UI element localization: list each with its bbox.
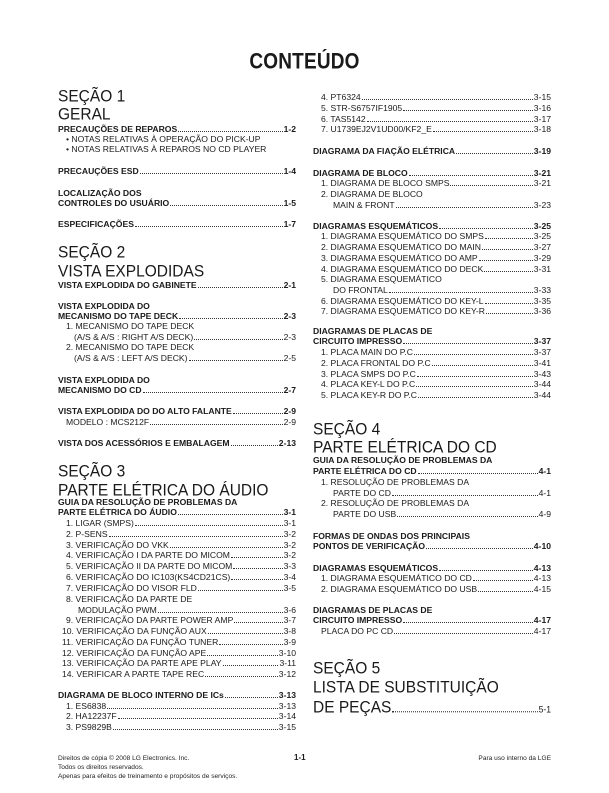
dot-leader xyxy=(234,622,282,623)
section-heading: SEÇÃO 5 xyxy=(313,659,381,678)
page-ref: 3-8 xyxy=(283,626,296,636)
toc-entry-text: DIAGRAMAS DE PLACAS DE xyxy=(313,605,433,615)
toc-entry-text: PRECAUÇÕES DE REPAROS xyxy=(58,124,178,134)
toc-entry-text: DIAGRAMAS DE PLACAS DE xyxy=(313,326,433,336)
toc-entry-text: 1. DIAGRAMA ESQUEMÁTICO DO CD xyxy=(321,573,472,583)
dot-leader xyxy=(231,579,282,580)
toc-entry[interactable] xyxy=(313,242,551,253)
dot-leader xyxy=(456,153,533,154)
toc-entry[interactable] xyxy=(313,541,551,552)
dot-leader xyxy=(158,612,283,613)
page-ref: 3-23 xyxy=(533,200,551,210)
toc-entry-text: 3. PLACA SMPS DO P.C xyxy=(321,369,416,379)
page-ref: 2-13 xyxy=(278,438,296,448)
dot-leader xyxy=(392,711,537,712)
toc-entry[interactable] xyxy=(58,353,296,364)
page-ref: 3-43 xyxy=(533,369,551,379)
dot-leader xyxy=(231,445,278,446)
toc-entry-text: MODELO : MCS212F xyxy=(66,417,150,427)
toc-entry-text: 7. U1739EJ2V1UD00/KF2_E xyxy=(321,124,432,134)
toc-entry-text: PARTE DO CD xyxy=(333,488,391,498)
page-ref: 3-13 xyxy=(278,701,296,711)
page-ref: 3-11 xyxy=(279,658,296,668)
toc-entry[interactable] xyxy=(58,637,296,648)
section-heading: PARTE ELÉTRICA DO CD xyxy=(313,438,497,457)
page-ref: 3-13 xyxy=(278,690,296,700)
page-ref: 3-7 xyxy=(283,615,296,625)
page-ref: 3-17 xyxy=(533,114,551,124)
page-ref: 2-9 xyxy=(283,406,296,416)
dot-leader xyxy=(482,249,533,250)
dot-leader xyxy=(233,568,282,569)
toc-entry[interactable] xyxy=(313,347,551,358)
toc-entry-text: PLACA DO PC CD xyxy=(321,626,394,636)
dot-leader xyxy=(484,271,532,272)
page-ref: 2-3 xyxy=(283,332,296,342)
page-ref: 2-5 xyxy=(283,353,296,363)
toc-entry[interactable] xyxy=(58,572,296,583)
toc-entry-text: CIRCUITO IMPRESSO xyxy=(313,336,403,346)
toc-entry-text: (A/S & A/S : LEFT A/S DECK) xyxy=(74,353,188,363)
toc-entry[interactable] xyxy=(313,124,551,135)
toc-entry-text: • NOTAS RELATIVAS À REPAROS NO CD PLAYER xyxy=(66,144,267,154)
toc-entry-text: DIAGRAMA DA FIAÇÃO ELÉTRICA xyxy=(313,146,456,156)
toc-entry[interactable] xyxy=(313,103,551,114)
toc-entry[interactable] xyxy=(313,253,551,264)
page-ref: 3-4 xyxy=(283,572,296,582)
footer-rights: Todos os direitos reservados. xyxy=(58,764,144,771)
dot-leader xyxy=(150,424,282,425)
dot-leader xyxy=(439,570,533,571)
dot-leader xyxy=(118,718,278,719)
page-ref: 2-9 xyxy=(283,417,296,427)
dot-leader xyxy=(450,185,532,186)
footer-legal xyxy=(58,754,237,781)
dot-leader xyxy=(432,365,533,366)
toc-entry-text: DIAGRAMA DE BLOCO xyxy=(313,168,408,178)
toc-entry[interactable] xyxy=(58,219,296,230)
toc-entry[interactable] xyxy=(58,518,296,529)
toc-entry[interactable] xyxy=(313,178,551,189)
toc-entry-text: 2. DIAGRAMA ESQUEMÁTICO DO USB xyxy=(321,584,478,594)
toc-entry[interactable] xyxy=(58,529,296,540)
page-ref: 3-15 xyxy=(533,92,551,102)
toc-entry[interactable] xyxy=(313,306,551,317)
toc-entry-text: 3. PS9829B xyxy=(66,722,112,732)
dot-leader xyxy=(367,121,533,122)
page-ref: 3-37 xyxy=(533,347,551,357)
page-ref: 3-1 xyxy=(283,507,296,517)
page-ref: 2-3 xyxy=(283,311,296,321)
dot-leader xyxy=(194,339,282,340)
toc-entry[interactable] xyxy=(58,626,296,637)
toc-entry-text: 14. VERIFICAR A PARTE TAPE REC xyxy=(62,669,205,679)
toc-entry-text: 1. PLACA MAIN DO P.C xyxy=(321,347,414,357)
page-ref: 3-2 xyxy=(283,540,296,550)
page-ref: 3-27 xyxy=(533,242,551,252)
dot-leader xyxy=(109,536,283,537)
toc-entry[interactable] xyxy=(313,231,551,242)
page-ref: 2-1 xyxy=(283,280,296,290)
page-ref: 1-7 xyxy=(283,219,296,229)
toc-entry[interactable] xyxy=(313,626,551,637)
dot-leader xyxy=(231,557,283,558)
page-ref: 1-5 xyxy=(283,198,296,208)
toc-entry-text: PARTE ELÉTRICA DO ÁUDIO xyxy=(58,507,177,517)
toc-entry-text: VISTA EXPLODIDA DO DO ALTO FALANTE xyxy=(58,406,232,416)
page-ref: 3-12 xyxy=(278,669,296,679)
dot-leader xyxy=(403,622,533,623)
page-ref: 3-6 xyxy=(283,605,296,615)
page-ref: 3-2 xyxy=(283,550,296,560)
toc-entry-text: 4. PLACA KEY-L DO P.C xyxy=(321,379,416,389)
dot-leader xyxy=(473,580,533,581)
page-ref: 5-1 xyxy=(538,703,551,715)
dot-leader xyxy=(179,318,282,319)
toc-entry-text: 4. DIAGRAMA ESQUEMÁTICO DO DECK xyxy=(321,264,484,274)
toc-entry[interactable] xyxy=(313,285,551,296)
page-ref: 3-35 xyxy=(533,296,551,306)
toc-entry-text: PRECAUÇÕES ESD xyxy=(58,166,139,176)
dot-leader xyxy=(178,514,283,515)
section-heading-text: DE PEÇAS xyxy=(313,698,392,717)
dot-leader xyxy=(208,633,283,634)
dot-leader xyxy=(225,697,278,698)
toc-entry[interactable] xyxy=(58,561,296,572)
page-ref: 3-16 xyxy=(533,103,551,113)
page-ref: 4-13 xyxy=(533,563,551,573)
dot-leader xyxy=(143,392,283,393)
toc-entry-line xyxy=(58,594,296,605)
toc-entry-text: 1. MECANISMO DO TAPE DECK xyxy=(66,321,195,331)
page-ref: 3-14 xyxy=(278,711,296,721)
page-ref: 3-25 xyxy=(533,221,551,231)
section-heading-entry[interactable] xyxy=(313,698,551,719)
page-ref: 3-15 xyxy=(278,722,296,732)
toc-entry-text: 2. HA12237F xyxy=(66,711,117,721)
toc-entry-text: 3. DIAGRAMA ESQUEMÁTICO DO AMP xyxy=(321,253,478,263)
toc-entry-text: DO FRONTAL xyxy=(333,285,388,295)
dot-leader xyxy=(223,665,279,666)
dot-leader xyxy=(392,495,538,496)
toc-entry[interactable] xyxy=(313,573,551,584)
toc-entry[interactable] xyxy=(313,379,551,390)
dot-leader xyxy=(219,644,282,645)
toc-entry-text: 4. VERIFICAÇÃO I DA PARTE DO MICOM xyxy=(66,550,230,560)
dot-leader xyxy=(403,110,533,111)
dot-leader xyxy=(396,207,533,208)
toc-entry-text: DIAGRAMAS ESQUEMÁTICOS xyxy=(313,221,439,231)
page-ref: 1-4 xyxy=(283,166,296,176)
page-ref: 3-33 xyxy=(533,285,551,295)
page-ref: 4-13 xyxy=(533,573,551,583)
toc-entry-text: 9. VERIFICAÇÃO DA PARTE POWER AMP xyxy=(66,615,234,625)
page-ref: 2-7 xyxy=(283,385,296,395)
dot-leader xyxy=(414,354,533,355)
toc-entry[interactable] xyxy=(58,711,296,722)
toc-entry-text: 12. VERIFICAÇÃO DA FUNÇÃO APE xyxy=(62,648,207,658)
toc-entry-text: VISTA EXPLODIDA DO GABINETE xyxy=(58,280,197,290)
page-ref: 4-17 xyxy=(533,626,551,636)
section-heading: VISTA EXPLODIDAS xyxy=(58,262,205,281)
toc-entry-text: CIRCUITO IMPRESSO xyxy=(313,615,403,625)
toc-entry[interactable] xyxy=(313,358,551,369)
toc-entry-text: (A/S & A/S : RIGHT A/S DECK) xyxy=(74,332,194,342)
toc-entry-text: 1. DIAGRAMA ESQUEMÁTICO DO SMPS xyxy=(321,231,484,241)
dot-leader xyxy=(135,226,283,227)
dot-leader xyxy=(418,473,538,474)
dot-leader xyxy=(389,292,533,293)
toc-entry-text: 3. VERIFICAÇÃO DO VKK xyxy=(66,540,169,550)
toc-entry-line xyxy=(313,455,551,466)
toc-entry[interactable] xyxy=(58,658,296,669)
dot-leader xyxy=(170,547,283,548)
toc-entry-text: 7. DIAGRAMA ESQUEMÁTICO DO KEY-R xyxy=(321,306,485,316)
page-ref: 3-25 xyxy=(533,231,551,241)
section-heading: SEÇÃO 2 xyxy=(58,243,126,262)
toc-entry-text: 6. TAS5142 xyxy=(321,114,366,124)
page-ref: 3-36 xyxy=(533,306,551,316)
dot-leader xyxy=(207,655,278,656)
dot-leader xyxy=(433,131,533,132)
page-ref: 3-10 xyxy=(278,648,296,658)
toc-entry-text: DIAGRAMA DE BLOCO INTERNO DE ICs xyxy=(58,690,224,700)
footer-copyright: Direitos de cópia © 2008 LG Electronics. Inc. xyxy=(58,755,190,762)
page-ref: 1-2 xyxy=(283,124,296,134)
dot-leader xyxy=(426,548,533,549)
toc-entry-text: FORMAS DE ONDAS DOS PRINCIPAIS xyxy=(313,531,470,541)
toc-entry-text: 5. VERIFICAÇÃO II DA PARTE DO MICOM xyxy=(66,561,233,571)
dot-leader xyxy=(140,173,283,174)
dot-leader xyxy=(205,676,278,677)
page-ref: 3-3 xyxy=(283,561,296,571)
page-ref: 3-21 xyxy=(533,168,551,178)
dot-leader xyxy=(417,376,533,377)
toc-entry[interactable] xyxy=(58,406,296,417)
section-heading: LISTA DE SUBSTITUIÇÃO xyxy=(313,678,499,697)
toc-entry-line xyxy=(313,189,551,200)
page-ref: 3-44 xyxy=(533,390,551,400)
dot-leader xyxy=(113,729,278,730)
page-ref: 3-18 xyxy=(533,124,551,134)
page-ref: 3-31 xyxy=(533,264,551,274)
section-heading: SEÇÃO 3 xyxy=(58,462,126,481)
toc-entry-text: 6. DIAGRAMA ESQUEMÁTICO DO KEY-L xyxy=(321,296,484,306)
toc-entry-text: PARTE ELÉTRICA DO CD xyxy=(313,466,417,476)
page-title: CONTEÚDO xyxy=(249,50,360,75)
toc-entry[interactable] xyxy=(313,146,551,157)
page-ref: 3-2 xyxy=(283,529,296,539)
toc-entry-text: VISTA EXPLODIDA DO xyxy=(58,301,150,311)
toc-entry-text: MECANISMO DO CD xyxy=(58,385,142,395)
toc-entry[interactable] xyxy=(313,509,551,520)
toc-entry-text: 5. DIAGRAMA ESQUEMÁTICO xyxy=(321,274,442,284)
toc-entry[interactable] xyxy=(58,385,296,396)
toc-entry-text: ESPECIFICAÇÕES xyxy=(58,219,134,229)
dot-leader xyxy=(478,591,533,592)
dot-leader xyxy=(170,205,282,206)
page-ref: 4-9 xyxy=(538,509,551,519)
page-ref: 3-29 xyxy=(533,253,551,263)
toc-entry-text: 1. DIAGRAMA DE BLOCO SMPS xyxy=(321,178,450,188)
toc-entry[interactable] xyxy=(313,200,551,211)
toc-entry[interactable] xyxy=(58,550,296,561)
toc-entry-text: PONTOS DE VERIFICAÇÃO xyxy=(313,541,426,551)
dot-leader xyxy=(198,287,283,288)
toc-entry[interactable] xyxy=(313,336,551,347)
toc-entry-text: VISTA EXPLODIDA DO xyxy=(58,375,150,385)
toc-entry-text: 8. VERIFICAÇÃO DA PARTE DE xyxy=(66,594,193,604)
toc-entry-text: 1. LIGAR (SMPS) xyxy=(66,518,134,528)
dot-leader xyxy=(233,413,283,414)
toc-entry-text: CONTROLES DO USUÁRIO xyxy=(58,198,170,208)
dot-leader xyxy=(409,175,533,176)
toc-entry-text: 1. RESOLUÇÃO DE PROBLEMAS DA xyxy=(321,477,470,487)
toc-entry[interactable] xyxy=(313,584,551,595)
toc-entry-text: 6. VERIFICAÇÃO DO IC103(KS4CD21CS) xyxy=(66,572,231,582)
page-ref: 3-5 xyxy=(283,583,296,593)
toc-entry-text: MODULAÇÃO PWM xyxy=(78,605,157,615)
toc-entry-line xyxy=(313,477,551,488)
dot-leader xyxy=(397,516,537,517)
toc-entry[interactable] xyxy=(313,92,551,103)
dot-leader xyxy=(418,397,533,398)
page-ref: 3-1 xyxy=(283,518,296,528)
toc-entry-text: 4. PT6324 xyxy=(321,92,361,102)
dot-leader xyxy=(362,99,533,100)
page-ref: 4-1 xyxy=(538,488,551,498)
toc-entry-text: 2. DIAGRAMA DE BLOCO xyxy=(321,189,423,199)
toc-entry-text: 1. ES6838 xyxy=(66,701,107,711)
toc-entry[interactable] xyxy=(58,417,296,428)
toc-entry-text: VISTA DOS ACESSÓRIOS E EMBALAGEM xyxy=(58,438,230,448)
page-ref: 3-41 xyxy=(533,358,551,368)
dot-leader xyxy=(439,228,533,229)
toc-entry[interactable] xyxy=(58,280,296,291)
section-heading: PARTE ELÉTRICA DO ÁUDIO xyxy=(58,481,269,500)
toc-entry-text: PARTE DO USB xyxy=(333,509,397,519)
page-ref: 3-37 xyxy=(533,336,551,346)
toc-entry[interactable] xyxy=(58,690,296,701)
section-heading: SEÇÃO 4 xyxy=(313,420,381,439)
toc-entry[interactable] xyxy=(313,466,551,477)
dot-leader xyxy=(189,360,283,361)
dot-leader xyxy=(485,303,533,304)
dot-leader xyxy=(479,260,533,261)
dot-leader xyxy=(178,131,282,132)
page-ref: 4-10 xyxy=(533,541,551,551)
toc-entry[interactable] xyxy=(313,615,551,626)
toc-entry-text: 2. DIAGRAMA ESQUEMÁTICO DO MAIN xyxy=(321,242,481,252)
dot-leader xyxy=(394,633,533,634)
toc-entry-text: LOCALIZAÇÃO DOS xyxy=(58,188,142,198)
toc-entry-text: 13. VERIFICAÇÃO DA PARTE APE PLAY xyxy=(62,658,222,668)
page-ref: 3-19 xyxy=(533,146,551,156)
page-ref: 3-9 xyxy=(283,637,296,647)
toc-entry-line xyxy=(313,498,551,509)
toc-entry-text: GUIA DA RESOLUÇÃO DE PROBLEMAS DA xyxy=(313,455,493,465)
toc-entry-text: 11. VERIFICAÇÃO DA FUNÇÃO TUNER xyxy=(62,637,219,647)
toc-entry[interactable] xyxy=(58,438,296,449)
footer-training: Apenas para efeitos de treinamento e propósitos de serviços. xyxy=(58,773,238,780)
footer-internal-use: Para uso interno da LGE xyxy=(478,755,551,762)
toc-entry-text: 5. STR-S6757IF1905 xyxy=(321,103,403,113)
toc-entry[interactable] xyxy=(58,583,296,594)
toc-entry-text: MECANISMO DO TAPE DECK xyxy=(58,311,179,321)
dot-leader xyxy=(403,343,533,344)
toc-entry[interactable] xyxy=(313,390,551,401)
toc-entry[interactable] xyxy=(58,198,296,209)
dot-leader xyxy=(107,708,278,709)
toc-entry-text: 10. VERIFICAÇÃO DA FUNÇÃO AUX xyxy=(62,626,207,636)
toc-entry-text: 7. VERIFICAÇÃO DO VISOR FLD xyxy=(66,583,197,593)
page-ref: 4-17 xyxy=(533,615,551,625)
toc-entry[interactable] xyxy=(58,669,296,680)
toc-entry-text: 2. RESOLUÇÃO DE PROBLEMAS DA xyxy=(321,498,470,508)
page-number: 1-1 xyxy=(294,753,306,762)
dot-leader xyxy=(198,590,283,591)
toc-entry-text: • NOTAS RELATIVAS À OPERAÇÃO DO PICK-UP xyxy=(66,134,261,144)
page-ref: 4-1 xyxy=(538,466,551,476)
toc-entry-line xyxy=(58,144,296,155)
page-ref: 3-21 xyxy=(533,178,551,188)
page-ref: 3-44 xyxy=(533,379,551,389)
toc-entry-text: DIAGRAMAS ESQUEMÁTICOS xyxy=(313,563,439,573)
dot-leader xyxy=(485,238,533,239)
toc-entry-text: 2. MECANISMO DO TAPE DECK xyxy=(66,342,195,352)
toc-entry[interactable] xyxy=(58,507,296,518)
toc-entry-text: 2. PLACA FRONTAL DO P.C xyxy=(321,358,431,368)
toc-entry-line xyxy=(58,321,296,332)
toc-entry-text: 2. P-SENS xyxy=(66,529,108,539)
dot-leader xyxy=(135,525,283,526)
section-heading: GERAL xyxy=(58,105,111,124)
dot-leader xyxy=(486,313,533,314)
page-ref: 4-15 xyxy=(533,584,551,594)
toc-entry-line xyxy=(313,274,551,285)
dot-leader xyxy=(416,386,533,387)
section-heading: SEÇÃO 1 xyxy=(58,87,126,106)
toc-entry-text: 5. PLACA KEY-R DO P.C xyxy=(321,390,418,400)
toc-entry[interactable] xyxy=(58,722,296,733)
toc-entry-line xyxy=(58,342,296,353)
toc-entry-text: MAIN & FRONT xyxy=(333,200,395,210)
toc-entry[interactable] xyxy=(58,615,296,626)
toc-entry-text: GUIA DA RESOLUÇÃO DE PROBLEMAS DA xyxy=(58,497,238,507)
toc-entry[interactable] xyxy=(58,166,296,177)
